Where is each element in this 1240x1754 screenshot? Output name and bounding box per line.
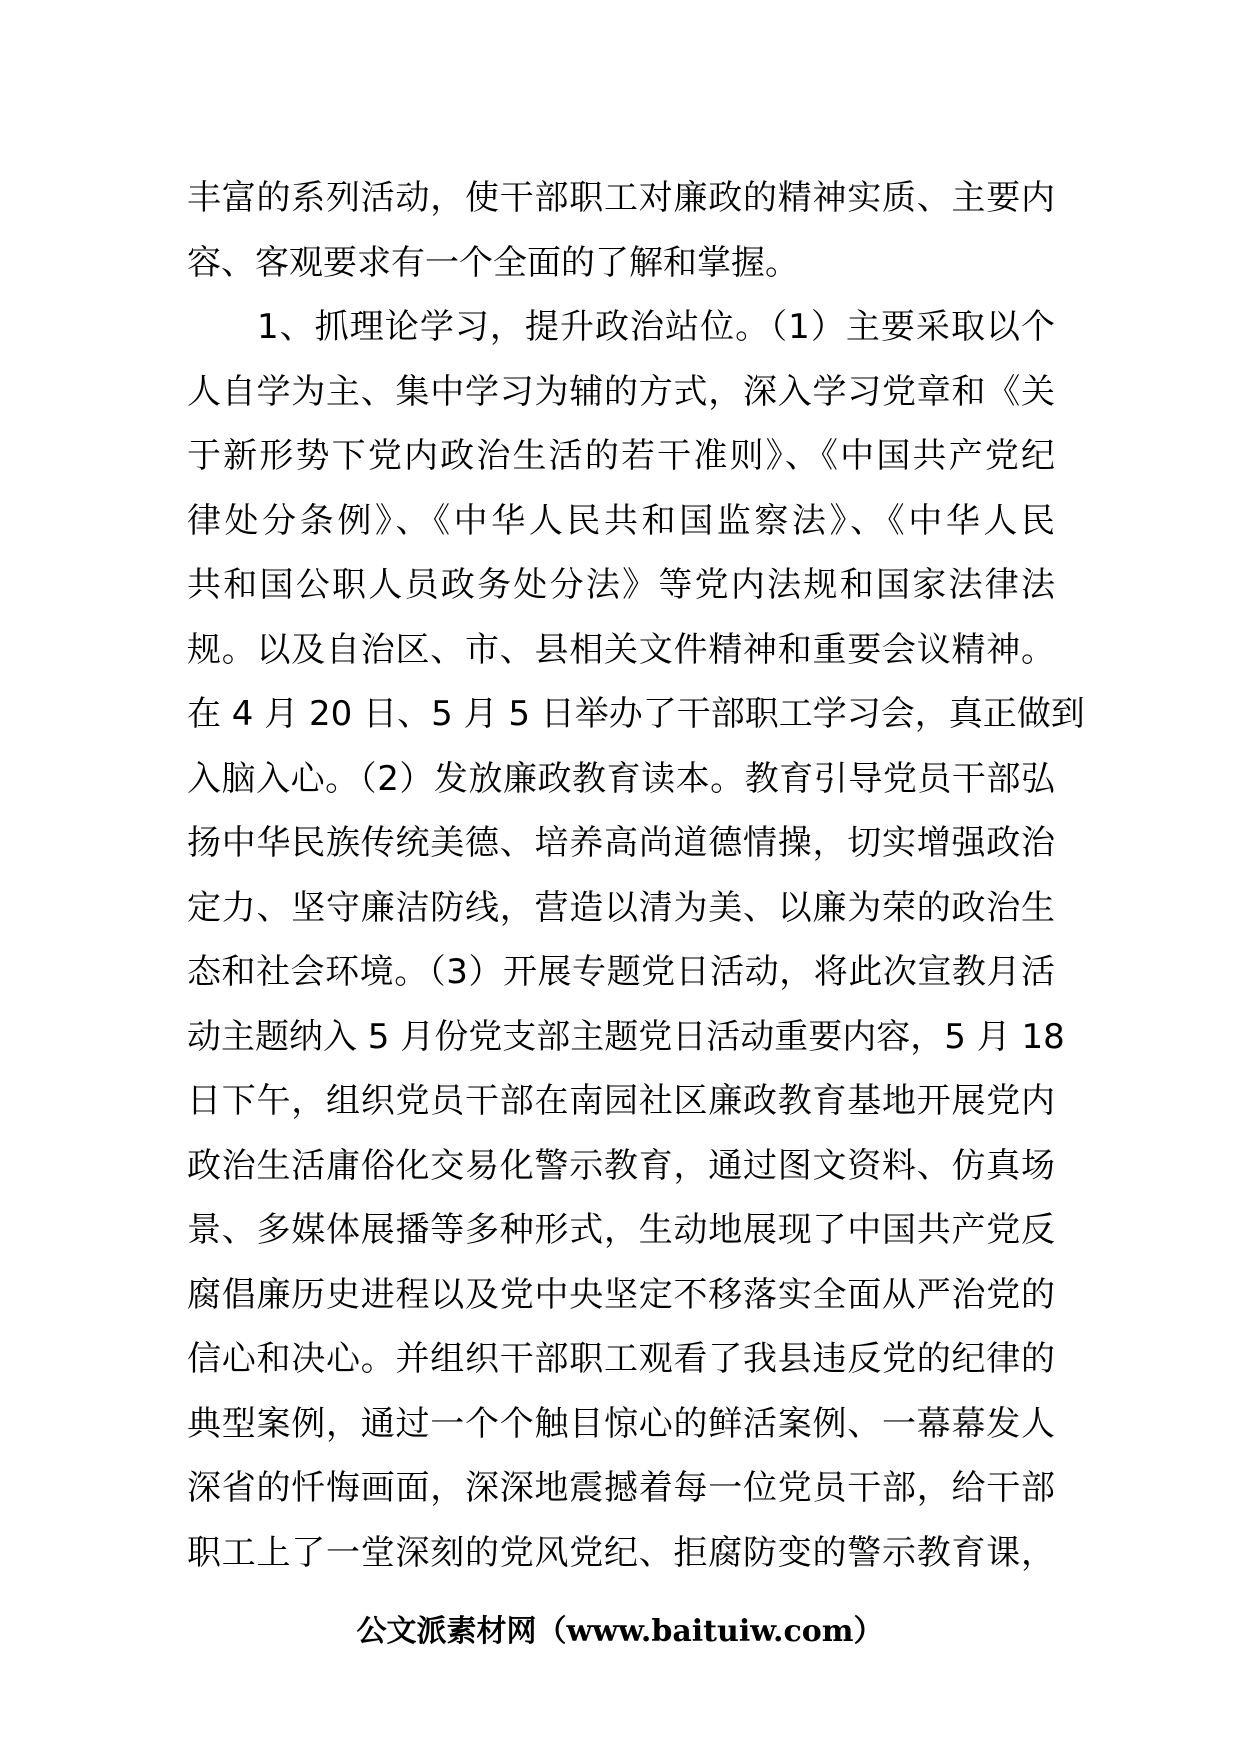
text-line: 入脑入心。（2）发放廉政教育读本。教育引导党员干部弘: [187, 758, 1055, 799]
text-line: 定力、坚守廉洁防线，营造以清为美、以廉为荣的政治生: [187, 887, 1055, 928]
text-line: 人自学为主、集中学习为辅的方式，深入学习党章和《关: [187, 371, 1055, 412]
footer-watermark: 公文派素材网（www.baituiw.com）: [356, 1614, 884, 1649]
text-line: 丰富的系列活动，使干部职工对廉政的精神实质、主要内: [187, 178, 1055, 218]
text-line: 政治生活庸俗化交易化警示教育，通过图文资料、仿真场: [187, 1145, 1055, 1186]
text-line: 信心和决心。并组织干部职工观看了我县违反党的纪律的: [187, 1339, 1055, 1379]
text-line: 景、多媒体展播等多种形式，生动地展现了中国共产党反: [187, 1210, 1055, 1250]
text-line: 动主题纳入 5 月份党支部主题党日活动重要内容，5 月 18: [187, 1016, 1065, 1057]
text-line: 职工上了一堂深刻的党风党纪、拒腐防变的警示教育课，: [187, 1532, 1055, 1573]
text-line: 典型案例，通过一个个触目惊心的鲜活案例、一幕幕发人: [187, 1403, 1055, 1444]
text-line: 在 4 月 20 日、5 月 5 日举办了干部职工学习会，真正做到: [187, 694, 1085, 734]
text-line: 1、抓理论学习，提升政治站位。（1）主要采取以个: [187, 307, 1055, 347]
text-line: 态和社会环境。（3）开展专题党日活动，将此次宣教月活: [187, 952, 1055, 992]
text-line: 腐倡廉历史进程以及党中央坚定不移落实全面从严治党的: [187, 1274, 1055, 1315]
text-line: 扬中华民族传统美德、培养高尚道德情操，切实增强政治: [187, 823, 1055, 863]
text-line: 容、客观要求有一个全面的了解和掌握。: [187, 242, 799, 283]
text-line: 日下午，组织党员干部在南园社区廉政教育基地开展党内: [187, 1081, 1055, 1121]
text-line: 共和国公职人员政务处分法》等党内法规和国家法律法: [187, 565, 1055, 605]
document-body: [187, 166, 1085, 1585]
text-line: 于新形势下党内政治生活的若干准则》、《中国共产党纪: [187, 436, 1055, 476]
text-line: 深省的忏悔画面，深深地震撼着每一位党员干部，给干部: [187, 1468, 1055, 1508]
text-line: 规。以及自治区、市、县相关文件精神和重要会议精神。: [187, 629, 1055, 670]
text-line: 律处分条例》、《中华人民共和国监察法》、《中华人民: [187, 500, 1055, 541]
